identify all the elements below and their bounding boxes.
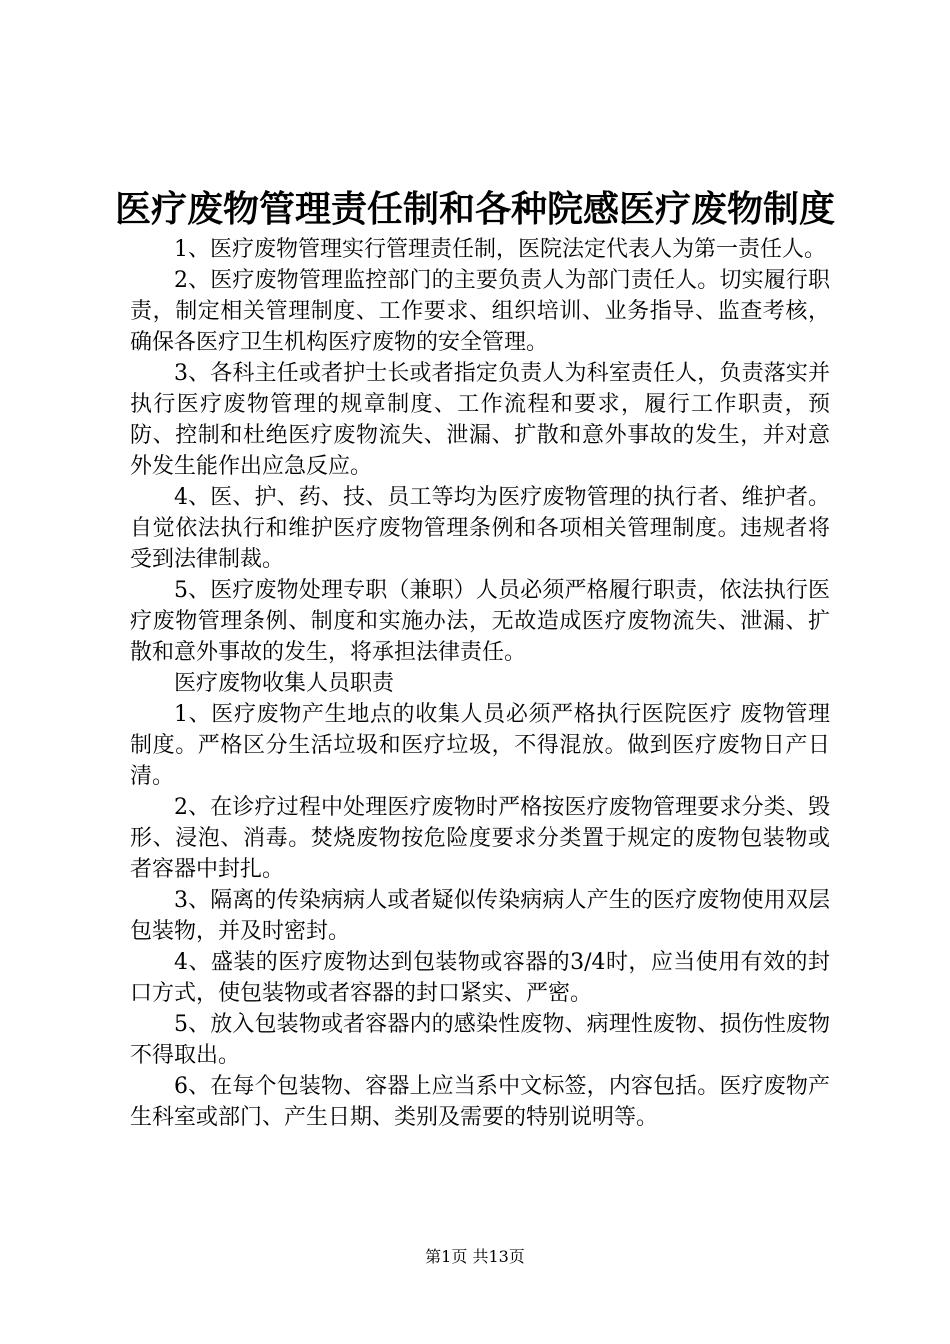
- section-heading: 医疗废物收集人员职责: [174, 671, 395, 696]
- paragraph: 1、医疗废物管理实行管理责任制，医院法定代表人为第一责任人。: [174, 237, 826, 262]
- paragraph: 3、隔离的传染病病人或者疑似传染病病人产生的医疗废物使用双层包装物，并及时密封。: [130, 888, 830, 944]
- paragraph: 1、医疗废物产生地点的收集人员必须严格执行医院医疗 废物管理制度。严格区分生活垃圾和医疗垃圾，不得混放。做到医疗废物日产日清。: [130, 702, 830, 789]
- paragraph: 3、各科主任或者护士长或者指定负责人为科室责任人，负责落实并执行医疗废物管理的规章制度、工作流程和要求，履行工作职责，预防、控制和杜绝医疗废物流失、泄漏、扩散和意外事故的发生，并对意外发生能作出应急反应。: [130, 361, 830, 479]
- paragraph: 6、在每个包装物、容器上应当系中文标签，内容包括。医疗废物产生科室或部门、产生日期、类别及需要的特别说明等。: [130, 1074, 830, 1130]
- paragraph: 5、放入包装物或者容器内的感染性废物、病理性废物、损伤性废物不得取出。: [130, 1012, 830, 1068]
- paragraph: 4、医、护、药、技、员工等均为医疗废物管理的执行者、维护者。自觉依法执行和维护医疗废物管理条例和各项相关管理制度。违规者将受到法律制裁。: [130, 485, 830, 572]
- paragraph: 2、在诊疗过程中处理医疗废物时严格按医疗废物管理要求分类、毁形、浸泡、消毒。焚烧废物按危险度要求分类置于规定的废物包装物或者容器中封扎。: [130, 795, 830, 882]
- paragraph: 2、医疗废物管理监控部门的主要负责人为部门责任人。切实履行职责，制定相关管理制度、工作要求、组织培训、业务指导、监查考核，确保各医疗卫生机构医疗废物的安全管理。: [130, 268, 830, 355]
- paragraph: 5、医疗废物处理专职（兼职）人员必须严格履行职责，依法执行医疗废物管理条例、制度和实施办法，无故造成医疗废物流失、泄漏、扩散和意外事故的发生，将承担法律责任。: [130, 578, 830, 665]
- document-title: 医疗废物管理责任制和各种院感医疗废物制度: [114, 188, 835, 230]
- document-body: [130, 234, 830, 1133]
- paragraph: 4、盛装的医疗废物达到包装物或容器的3/4时，应当使用有效的封口方式，使包装物或者容器的封口紧实、严密。: [130, 950, 830, 1006]
- page-indicator: 第1页 共13页: [425, 1247, 525, 1266]
